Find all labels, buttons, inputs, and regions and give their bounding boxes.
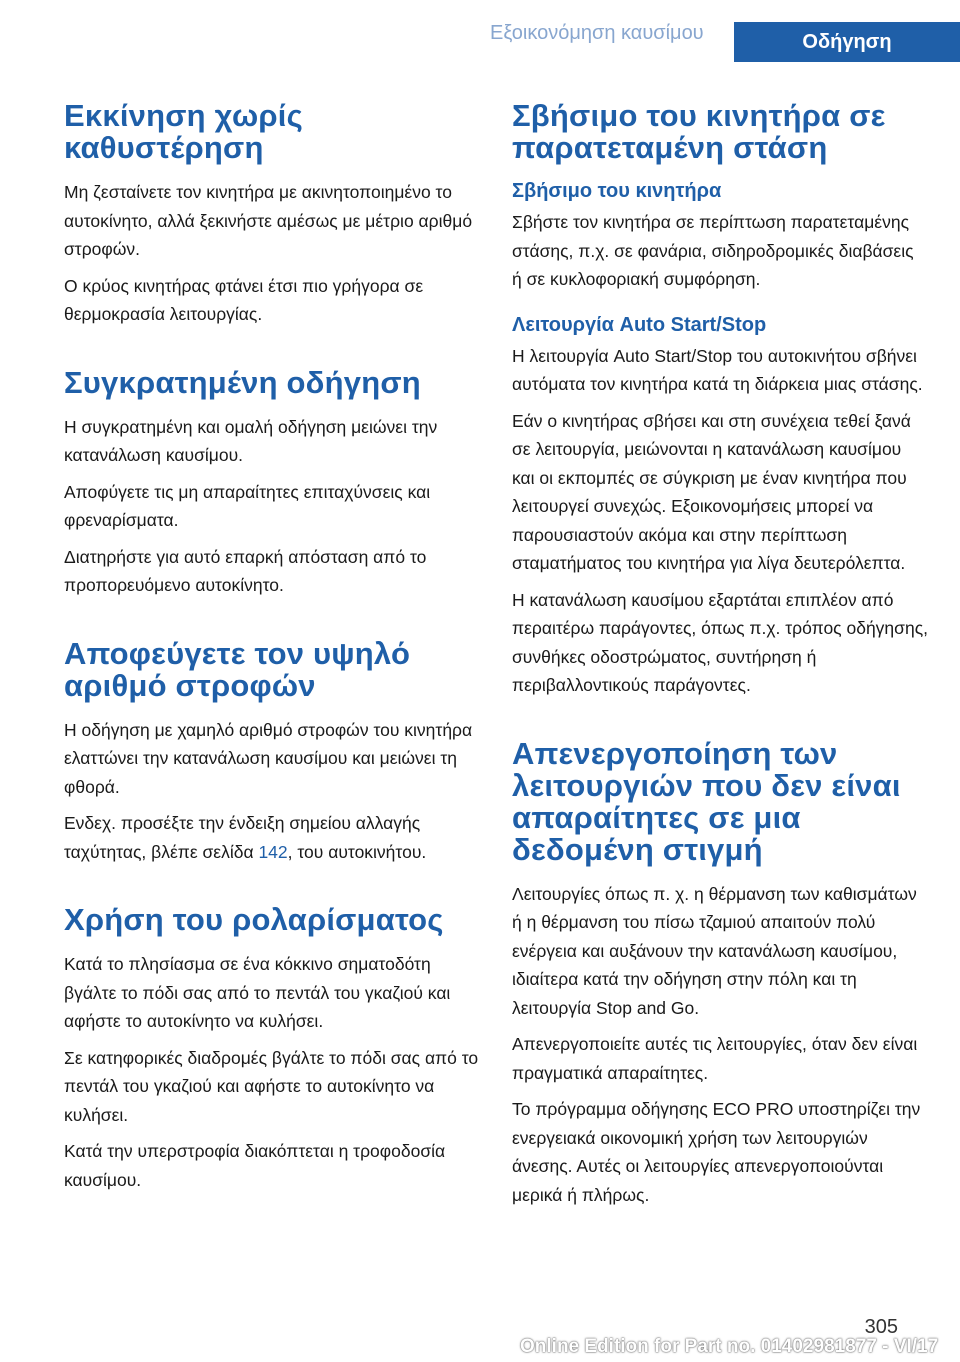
heading-line: δεδομένη στιγμή	[512, 831, 763, 867]
paragraph: Η οδήγηση με χαμηλό αριθμό στροφών του κινητήρα ελαττώνει την κατανάλωση καυσίμου και μειώνει τη φθορά.	[64, 719, 473, 797]
paragraph: Το πρόγραμμα οδήγησης ECO PRO υποστηρίζει την ενεργειακά οικονομική χρήση των λειτουργιών άνεσης. Αυτές οι λειτουργίες απενεργοποιούνται μερικά ή πλήρως.	[512, 1099, 921, 1205]
heading-line: λειτουργιών που δεν είναι	[512, 767, 901, 803]
paragraph: Διατηρήστε για αυτό επαρκή απόσταση από το προπορευόμενο αυτοκίνητο.	[64, 546, 427, 595]
heading-line: απαραίτητες σε μια	[512, 799, 801, 835]
left-column	[64, 100, 484, 1202]
paragraph: Λειτουργίες όπως π. χ. η θέρμανση των καθισμάτων ή η θέρμανση του πίσω τζαμιού απαιτούν πολύ ενέργεια και αυξάνουν την κατανάλωση καυσίμου, ιδιαίτερα κατά την οδήγηση στην πόλη και τη λειτουργία Stop and Go.	[512, 883, 917, 1018]
section-avoid-high-rpm	[64, 635, 484, 867]
section-disable-unneeded-functions	[512, 735, 928, 1210]
paragraph-text: , του αυτοκινήτου.	[287, 841, 427, 862]
heading-line: Εκκίνηση χωρίς	[64, 98, 303, 133]
paragraph: Απενεργοποιείτε αυτές τις λειτουργίες, όταν δεν είναι πραγματικά απαραίτητες.	[512, 1034, 918, 1083]
section-engine-off-long-stop	[512, 100, 928, 700]
paragraph: Σβήστε τον κινητήρα σε περίπτωση παρατεταμένης στάσης, π.χ. σε φανάρια, σιδηροδρομικές διαβάσεις ή σε κυκλοφοριακή συμφόρηση.	[512, 212, 914, 289]
paragraph: Αποφύγετε τις μη απαραίτητες επιταχύνσεις και φρεναρίσματα.	[64, 481, 431, 530]
header-chapter-tab: Οδήγηση	[734, 22, 960, 62]
paragraph: Ο κρύος κινητήρας φτάνει έτσι πιο γρήγορα σε θερμοκρασία λειτουργίας.	[64, 275, 424, 324]
heading-line: Σβήσιμο του κινητήρα σε	[512, 98, 886, 133]
heading-line: παρατεταμένη στάση	[512, 130, 828, 165]
heading-line: καθυστέρηση	[64, 130, 264, 165]
paragraph: Μη ζεσταίνετε τον κινητήρα με ακινητοποιημένο το αυτοκίνητο, αλλά ξεκινήστε αμέσως με μέτριο αριθμό στροφών.	[64, 182, 473, 259]
paragraph: Η συγκρατημένη και ομαλή οδήγηση μειώνει την κατανάλωση καυσίμου.	[64, 416, 438, 465]
section-heading	[64, 635, 484, 703]
page-header	[0, 0, 960, 62]
section-moderate-driving	[64, 364, 484, 600]
section-coasting	[64, 904, 484, 1194]
section-heading: Συγκρατημένη οδήγηση	[64, 364, 421, 400]
paragraph: Εάν ο κινητήρας σβήσει και στη συνέχεια τεθεί ξανά σε λειτουργία, μειώνονται η κατανάλωση καυσίμου και οι εκπομπές σε σύγκριση με έναν κινητήρα που λειτουργεί συνεχώς. Εξοικονομήσεις μπορεί να παρουσιαστούν ακόμα και στην περίπτωση σταματήματος του κινητήρα για λίγα δευτερόλεπτα.	[512, 410, 911, 573]
header-section-title: Εξοικονόμηση καυσίμου	[490, 22, 704, 44]
heading-line: Αποφεύγετε τον υψηλό	[64, 635, 411, 671]
section-heading	[512, 735, 928, 867]
paragraph: Η λειτουργία Auto Start/Stop του αυτοκινήτου σβήνει αυτόματα τον κινητήρα κατά τη διάρκεια μιας στάσης.	[512, 345, 923, 394]
paragraph: Η κατανάλωση καυσίμου εξαρτάται επιπλέον από περαιτέρω παράγοντες, όπως π.χ. τρόπος οδήγησης, συνθήκες οδοστρώματος, συντήρηση ή περιβαλλοντικούς παράγοντες.	[512, 589, 928, 695]
paragraph: Κατά την υπερστροφία διακόπτεται η τροφοδοσία καυσίμου.	[64, 1141, 446, 1190]
heading-line: αριθμό στροφών	[64, 667, 316, 703]
heading-line: Απενεργοποίηση των	[512, 735, 838, 771]
section-heading	[512, 100, 928, 164]
footer-edition: Online Edition for Part no. 01402981877 - VI/17	[520, 1336, 939, 1357]
subsection-heading: Λειτουργία Auto Start/Stop	[512, 313, 767, 336]
page-reference-link[interactable]: 142	[258, 841, 288, 862]
paragraph: Κατά το πλησίασμα σε ένα κόκκινο σηματοδότη βγάλτε το πόδι σας από το πεντάλ του γκαζιού και αφήστε το αυτοκίνητο να κυλήσει.	[64, 954, 451, 1031]
paragraph: Σε κατηφορικές διαδρομές βγάλτε το πόδι σας από το πεντάλ του γκαζιού και αφήστε το αυτοκίνητο να κυλήσει.	[64, 1047, 479, 1125]
paragraph-text: Ενδεχ. προσέξτε την ένδειξη σημείου αλλαγής ταχύτητας, βλέπε σελίδα	[64, 813, 421, 862]
subsection-heading: Σβήσιμο του κινητήρα	[512, 180, 722, 202]
section-heading: Χρήση του ρολαρίσματος	[64, 902, 444, 937]
section-heading	[64, 100, 484, 164]
paragraph	[64, 809, 484, 866]
right-column	[512, 100, 928, 1217]
page-number: 305	[864, 1316, 898, 1338]
section-start-without-delay	[64, 100, 484, 329]
